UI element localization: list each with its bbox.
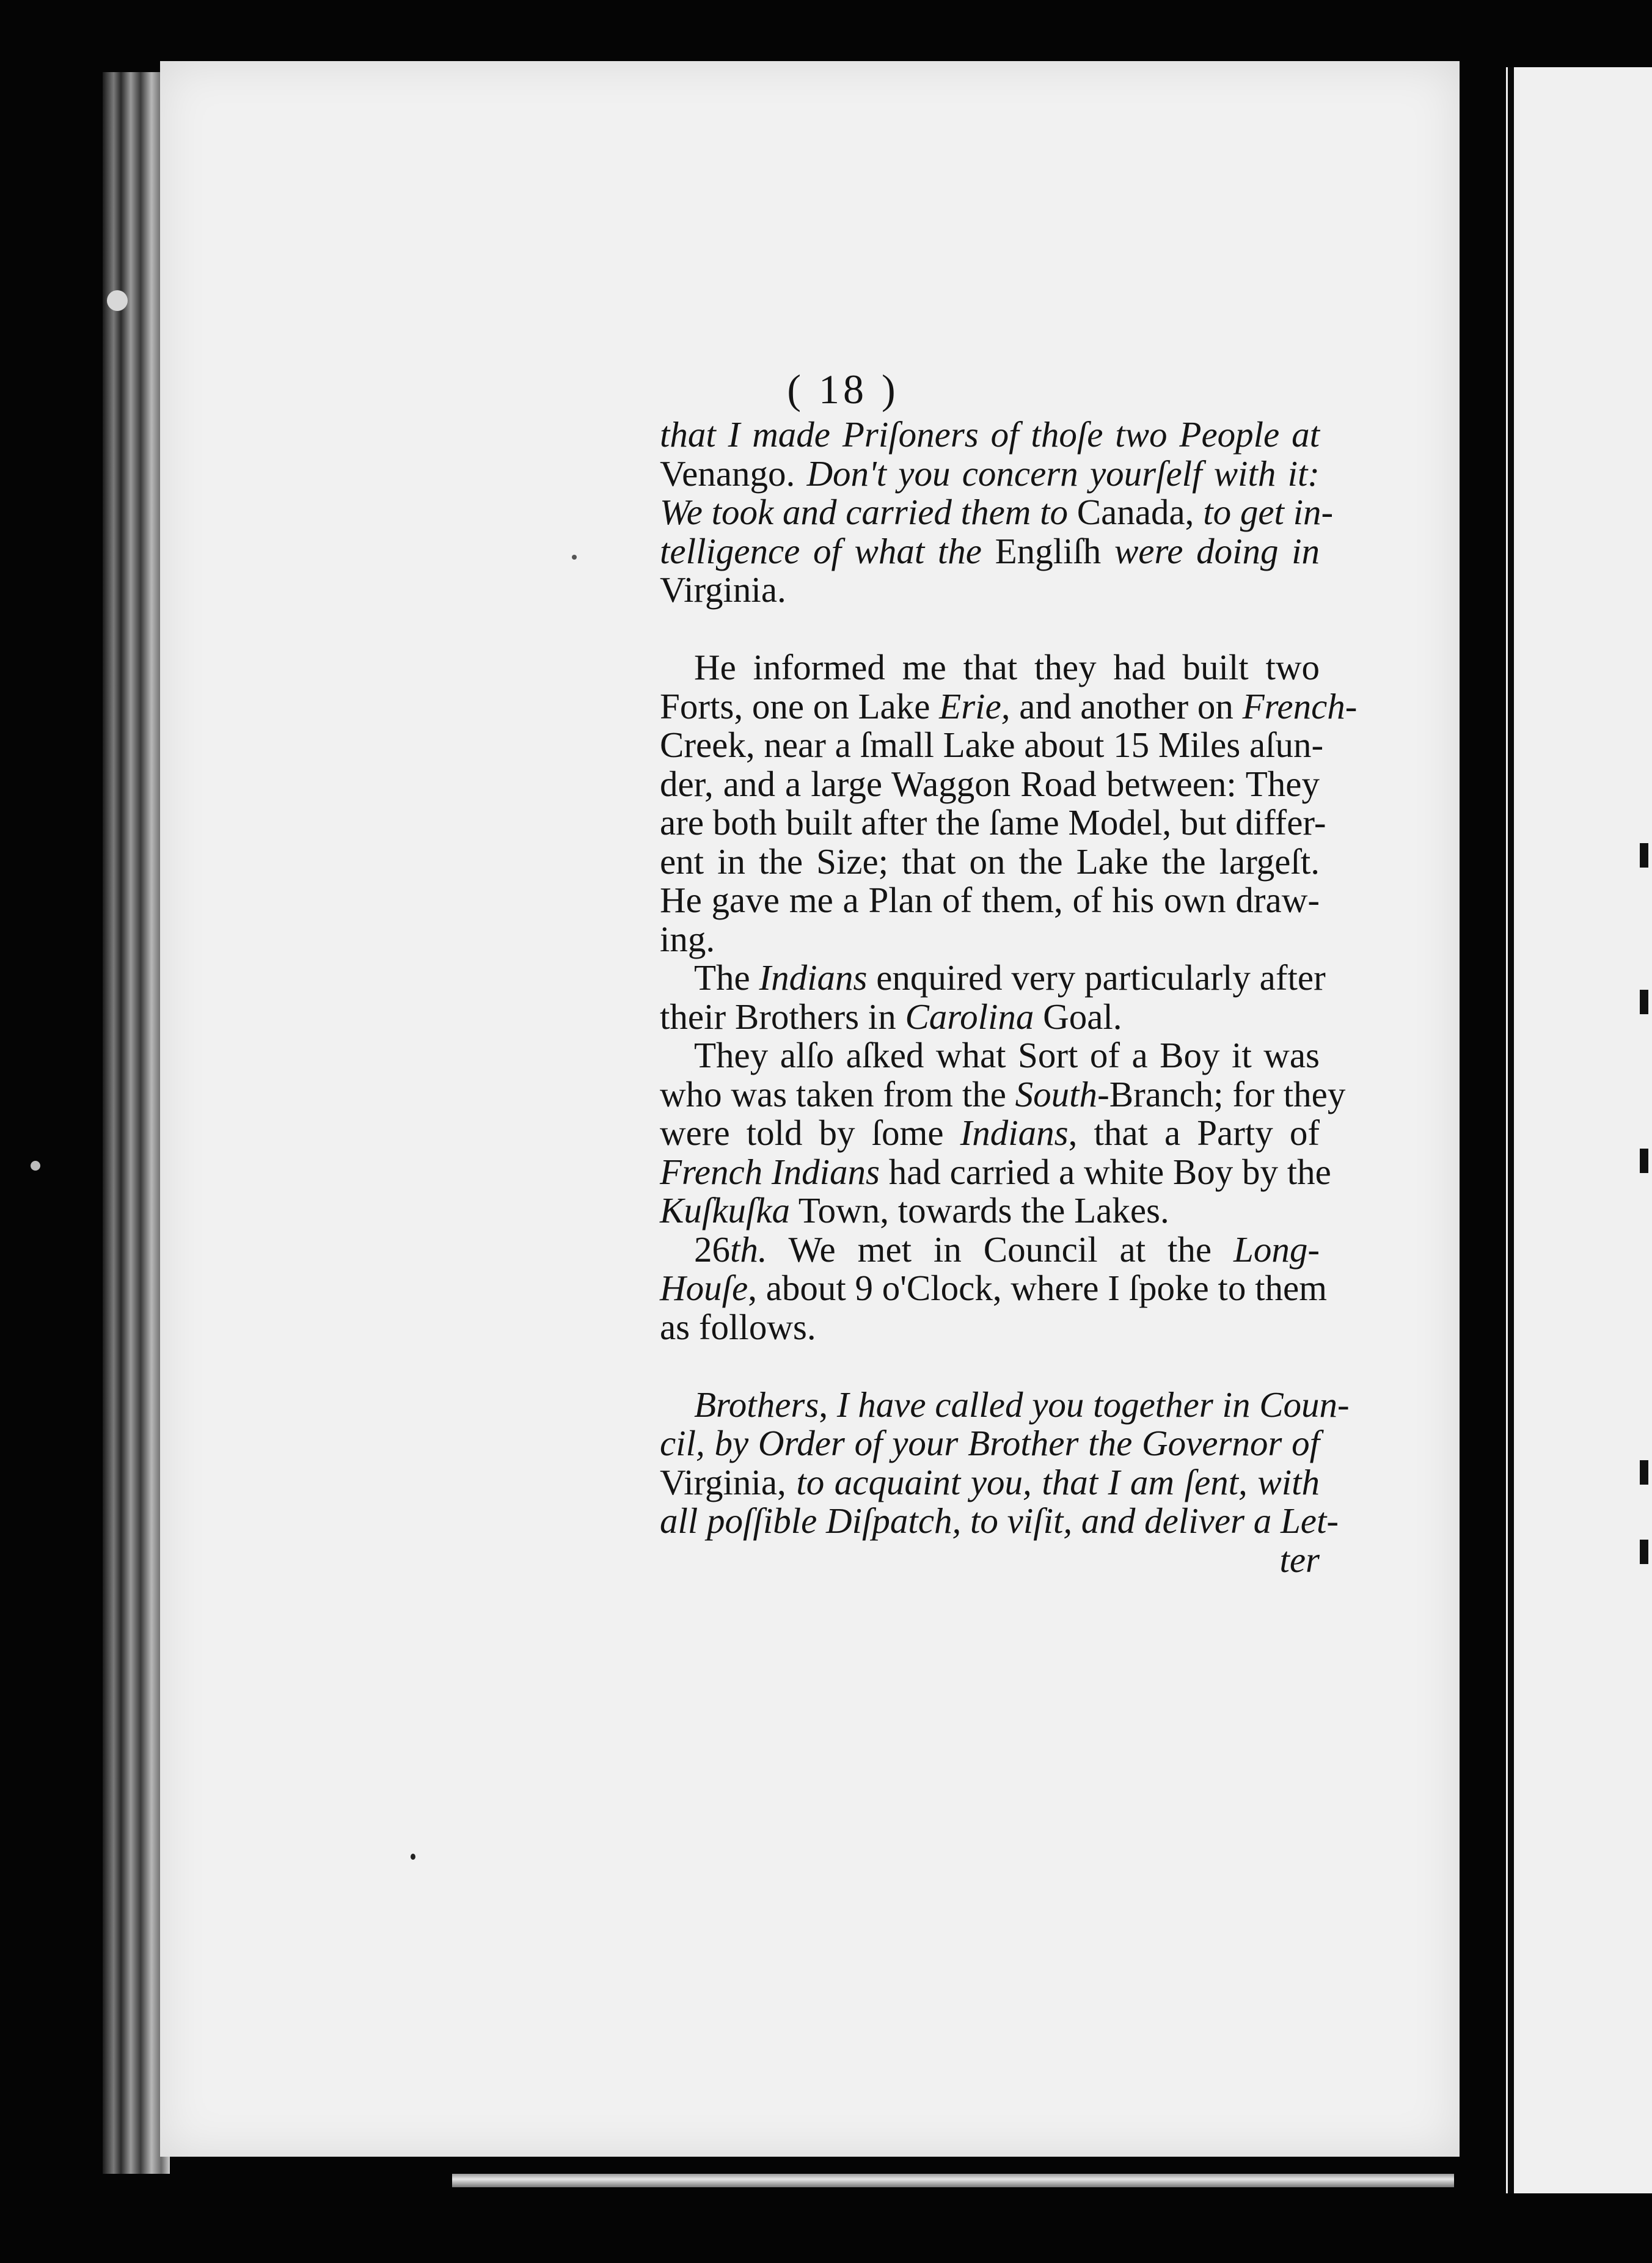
italic-text-run: South bbox=[1015, 1073, 1098, 1114]
text-line bbox=[660, 920, 1320, 959]
facing-page-mark bbox=[1640, 843, 1648, 868]
italic-text-run: were doing in bbox=[1114, 530, 1320, 571]
text-run: Forts, one on Lake bbox=[660, 685, 940, 726]
italic-text-run: ter bbox=[1279, 1539, 1320, 1580]
text-line bbox=[660, 455, 1320, 494]
text-run: -Branch; for they bbox=[1097, 1073, 1346, 1114]
text-run: Town, towards the Lakes. bbox=[790, 1190, 1169, 1230]
italic-text-run: Houſe bbox=[660, 1268, 748, 1308]
italic-text-run: I have called you together in Coun- bbox=[836, 1384, 1350, 1425]
text-run: , that a Party of bbox=[1068, 1113, 1320, 1153]
text-line bbox=[660, 1073, 1346, 1114]
text-line bbox=[660, 1114, 1320, 1153]
text-line bbox=[660, 881, 1320, 920]
facing-page-mark bbox=[1640, 1540, 1648, 1564]
text-run: Canada, bbox=[1076, 492, 1204, 532]
italic-text-run: that I made Priſoners of thoſe two People at bbox=[660, 414, 1320, 455]
text-line bbox=[660, 1268, 1328, 1308]
dust-speck bbox=[572, 555, 577, 560]
italic-text-run: Carolina bbox=[905, 996, 1034, 1037]
page-bottom-edge bbox=[452, 2174, 1454, 2187]
italic-text-run: Kuſkuſka bbox=[660, 1190, 791, 1230]
text-run: and another on bbox=[1010, 685, 1243, 726]
text-run: The bbox=[694, 957, 759, 998]
text-run: Creek, near a ſmall Lake about 15 Miles aſun- bbox=[660, 725, 1324, 765]
dust-speck bbox=[31, 1161, 40, 1171]
italic-text-run: French Indians bbox=[660, 1151, 880, 1192]
page-text bbox=[660, 414, 1358, 1580]
text-line bbox=[660, 1424, 1320, 1463]
text-line bbox=[660, 1036, 1320, 1075]
italic-text-run: to get in- bbox=[1203, 492, 1334, 532]
text-run: were told by ſome bbox=[660, 1113, 960, 1153]
italic-text-run: We took and carried them to bbox=[660, 492, 1077, 532]
text-line bbox=[660, 1501, 1339, 1541]
facing-page-mark bbox=[1640, 990, 1648, 1014]
facing-page bbox=[1506, 67, 1652, 2193]
text-run: Goal. bbox=[1034, 996, 1122, 1037]
text-run: der, and a large Waggon Road between: They bbox=[660, 763, 1320, 804]
text-line bbox=[660, 802, 1326, 843]
facing-page-mark bbox=[1640, 1460, 1648, 1485]
text-line bbox=[660, 1151, 1331, 1192]
blank-line bbox=[660, 1347, 1320, 1386]
text-run: , bbox=[819, 1384, 837, 1425]
text-run: as follows. bbox=[660, 1306, 816, 1347]
text-line bbox=[660, 957, 1326, 998]
text-line bbox=[660, 1191, 1320, 1230]
text-run: enquired very particularly after bbox=[867, 957, 1326, 998]
italic-text-run: th. bbox=[730, 1229, 767, 1270]
text-run: , about 9 o'Clock, where I ſpoke to them bbox=[748, 1268, 1328, 1308]
text-run: who was taken from the bbox=[660, 1073, 1015, 1114]
italic-text-run: Indians bbox=[759, 957, 868, 998]
text-line bbox=[660, 998, 1320, 1037]
text-line bbox=[660, 492, 1334, 532]
text-run: ent in the Size; that on the Lake the largeſt. bbox=[660, 841, 1320, 882]
text-line bbox=[660, 843, 1320, 882]
italic-text-run: French- bbox=[1242, 685, 1358, 726]
text-run: They alſo aſked what Sort of a Boy it was bbox=[694, 1035, 1320, 1075]
text-line bbox=[660, 415, 1320, 455]
text-line bbox=[660, 648, 1320, 687]
text-run: are both built after the ſame Model, but differ- bbox=[660, 802, 1326, 843]
text-line bbox=[660, 532, 1320, 571]
text-run: Virginia. bbox=[660, 569, 786, 610]
facing-page-gutter bbox=[1508, 67, 1514, 2193]
italic-text-run: all poſſible Diſpatch, to viſit, and deliver a Let- bbox=[660, 1501, 1339, 1541]
text-run: their Brothers in bbox=[660, 996, 905, 1037]
text-line bbox=[660, 1463, 1320, 1502]
text-run: Engliſh bbox=[995, 530, 1114, 571]
dust-speck bbox=[107, 290, 128, 311]
text-run: Virginia, bbox=[660, 1461, 797, 1502]
italic-text-run: telligence of what the bbox=[660, 530, 995, 571]
page-number-header: ( 18 ) bbox=[787, 366, 899, 412]
text-line bbox=[660, 1308, 1320, 1347]
italic-text-run: Erie, bbox=[939, 685, 1011, 726]
text-run: Venango. bbox=[660, 453, 807, 494]
text-line bbox=[660, 725, 1324, 765]
italic-text-run: Indians bbox=[960, 1113, 1069, 1153]
italic-text-run: Don't you concern yourſelf with it: bbox=[806, 453, 1320, 494]
text-line bbox=[660, 685, 1358, 726]
text-line bbox=[660, 1541, 1320, 1580]
italic-text-run: cil, by Order of your Brother the Governor of bbox=[660, 1423, 1320, 1463]
blank-line bbox=[660, 610, 1320, 649]
dust-speck bbox=[411, 1854, 415, 1860]
italic-text-run: Brothers bbox=[694, 1384, 819, 1425]
text-line bbox=[660, 1230, 1320, 1270]
text-run: We met in Council at the bbox=[767, 1229, 1234, 1270]
text-run: He informed me that they had built two bbox=[694, 647, 1320, 687]
italic-text-run: to acquaint you, that I am ſent, with bbox=[796, 1461, 1320, 1502]
italic-text-run: Long- bbox=[1234, 1229, 1320, 1270]
text-line bbox=[660, 1384, 1350, 1425]
text-run: 26 bbox=[694, 1229, 730, 1270]
text-run: ing. bbox=[660, 918, 715, 959]
text-run: He gave me a Plan of them, of his own draw- bbox=[660, 880, 1320, 920]
facing-page-mark bbox=[1640, 1149, 1648, 1173]
text-line bbox=[660, 765, 1320, 804]
text-run: had carried a white Boy by the bbox=[879, 1151, 1331, 1192]
text-line bbox=[660, 571, 1320, 610]
